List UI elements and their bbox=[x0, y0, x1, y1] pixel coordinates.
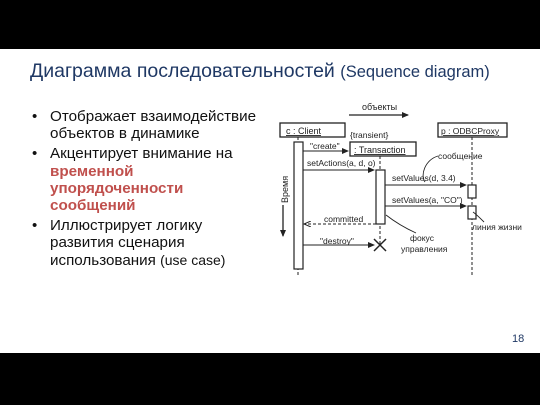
bullet-text: Иллюстрирует логику развития сценария использования bbox=[50, 217, 203, 269]
page-number: 18 bbox=[512, 333, 525, 345]
bullet-text-small: (use case) bbox=[160, 251, 226, 268]
focus-annotation: фокус bbox=[410, 233, 434, 243]
client-activation bbox=[294, 142, 303, 269]
title-sub: (Sequence diagram) bbox=[340, 63, 490, 81]
transaction-activation bbox=[376, 170, 385, 224]
message-annotation: сообщение bbox=[438, 151, 483, 161]
message-setvalues2-label: setValues(a, "CO") bbox=[392, 195, 463, 205]
message-create-label: "create" bbox=[310, 141, 340, 151]
bullet-text: Отображает взаимодействие объектов в динамике bbox=[50, 108, 257, 143]
proxy-object-label: p : ODBCProxy bbox=[441, 126, 500, 136]
destroy-x-icon bbox=[374, 239, 386, 251]
message-committed-label: committed bbox=[324, 214, 364, 224]
focus-annotation-pointer bbox=[386, 215, 416, 233]
proxy-activation-2 bbox=[468, 206, 476, 219]
objects-label: объекты bbox=[362, 102, 398, 112]
bullet-item bbox=[31, 108, 266, 142]
time-label: Время bbox=[280, 175, 290, 203]
message-setactions-label: setActions(a, d, o) bbox=[307, 158, 376, 168]
client-object-label: c : Client bbox=[286, 126, 322, 136]
transaction-object-label: : Transaction bbox=[354, 145, 406, 155]
sequence-diagram bbox=[265, 96, 523, 292]
transient-label: {transient} bbox=[350, 130, 389, 140]
control-annotation: управления bbox=[401, 244, 448, 254]
lifeline-annotation: линия жизни bbox=[472, 222, 522, 232]
title-main: Диаграмма последовательностей bbox=[30, 60, 341, 82]
bullet-item bbox=[31, 145, 266, 214]
bullet-list bbox=[31, 108, 266, 272]
proxy-activation-1 bbox=[468, 185, 476, 198]
bullet-item bbox=[31, 217, 266, 269]
message-setvalues1-label: setValues(d, 3.4) bbox=[392, 173, 456, 183]
bullet-highlight: временной упорядоченности сообщений bbox=[50, 162, 184, 215]
bullet-text: Акцентирует внимание на bbox=[50, 145, 233, 163]
message-destroy-label: "destroy" bbox=[320, 236, 354, 246]
slide-title bbox=[30, 60, 530, 83]
